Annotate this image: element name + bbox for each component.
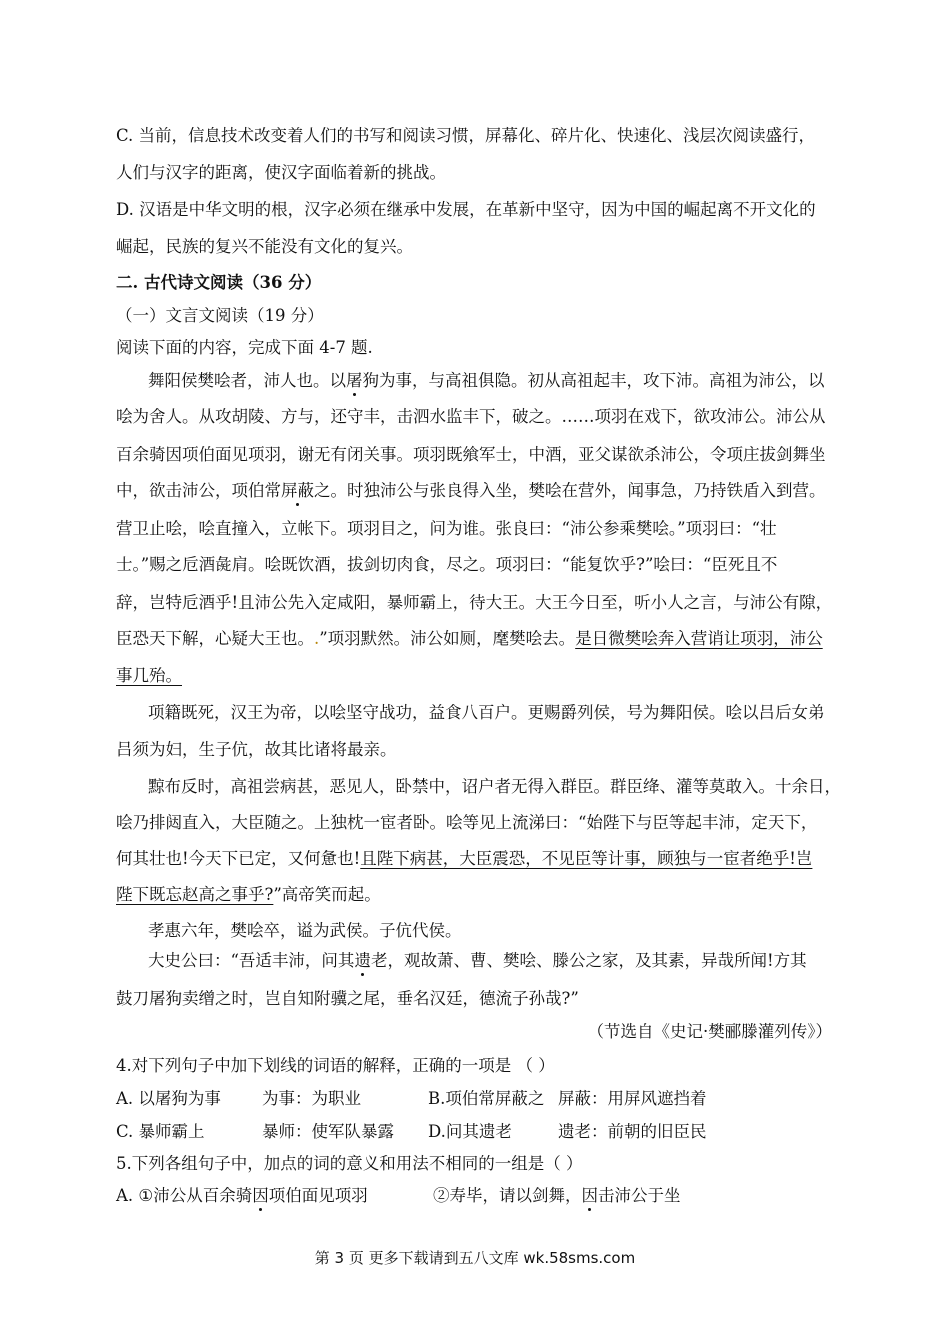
dotted-word: 遗 [354,951,371,970]
option-c-line-1: C. 当前，信息技术改变着人们的书写和阅读习惯，屏幕化、碎片化、快速化、浅层次阅读盛行， [116,126,816,145]
text-span: ”项羽默然。沛公如厕，麾樊哙去。 [319,629,576,648]
q4-option-c-sentence: C. 暴师霸上 [116,1122,205,1141]
passage-line: 辞，岂特卮酒乎!且沛公先入定咸阳，暴师霸上，待大王。大王今日至，听小人之言，与沛公有隙， [116,593,833,612]
passage-line [148,370,825,392]
dot-mark: . [314,629,320,648]
source-citation: （节选自《史记·樊郦滕灌列传》） [587,1022,832,1041]
q4-option-a-sentence: A. 以屠狗为事 [116,1089,221,1108]
page-footer: 第 3 页 更多下载请到五八文库 wk.58sms.com [314,1249,636,1267]
text-span: 之。时独沛公与张良得入坐，樊哙在营外，闻事急，乃持铁盾入到营。 [314,481,826,500]
question-5: 5.下列各组句子中，加点的词的意义和用法不相同的一组是（ ） [116,1154,583,1173]
text-span: 臣恐天下解，心疑大王也。 [116,629,314,648]
underlined-sentence: 陛下既忘赵高之事乎? [116,885,274,904]
q5-option-a-second [433,1185,681,1207]
subsection-heading: （一）文言文阅读（19 分） [116,306,324,325]
underlined-sentence: 且陛下病甚，大臣震恐，不见臣等计事，顾独与一宦者绝乎!岂 [360,849,813,868]
q4-option-c-meaning: 暴师：使军队暴露 [262,1122,394,1141]
text-span: 舞阳侯樊哙者，沛人也。以 [148,371,346,390]
passage-line: 哙为舍人。从攻胡陵、方与，还守丰，击泗水监丰下，破之。……项羽在戏下，欲攻沛公。沛公从 [116,407,826,426]
text-span: A. ①沛公从百余骑 [116,1186,253,1205]
passage-line: 营卫止哙，哙直撞入，立帐下。项羽目之，问为谁。张良曰：“沛公参乘樊哙。”项羽曰：“壮 [116,519,777,538]
underlined-sentence: 事几殆。 [116,666,182,685]
q4-option-b-meaning: 屏蔽：用屏风遮挡着 [558,1089,707,1108]
option-d-line-2: 崛起，民族的复兴不能没有文化的复兴。 [116,237,413,256]
dotted-word: 因 [252,1186,269,1205]
dotted-word: 屠 [346,371,363,390]
text-span: ”高帝笑而起。 [273,885,381,904]
q5-option-a-first [116,1185,368,1207]
text-span: 狗为事，与高祖俱隐。初从高祖起丰，攻下沛。高祖为沛公，以 [362,371,825,390]
instruction: 阅读下面的内容，完成下面 4-7 题. [116,338,373,357]
passage-line [148,950,807,972]
text-span: 中，欲击沛公，项伯常 [116,481,281,500]
passage-line [116,884,381,906]
q4-option-d-sentence: D.问其遗老 [428,1122,512,1141]
dotted-word: 屏蔽 [281,481,314,500]
passage-line: 百余骑因项伯面见项羽，谢无有闭关事。项羽既飨军士，中酒，亚父谋欲杀沛公，令项庄拔剑舞坐 [116,445,826,464]
text-span: 老，观故萧、曹、樊哙、滕公之家，及其素，异哉所闻!方其 [370,951,807,970]
option-d-line-1: D. 汉语是中华文明的根，汉字必须在继承中发展，在革新中坚守，因为中国的崛起离不开文化的 [116,200,816,219]
underlined-sentence: 是日微樊哙奔入营诮让项羽，沛公 [575,629,823,648]
option-c-line-2: 人们与汉字的距离，使汉字面临着新的挑战。 [116,163,446,182]
passage-line: 鼓刀屠狗卖缯之时，岂自知附骥之尾，垂名汉廷，德流子孙哉?” [116,989,579,1008]
text-span: 大史公曰：“吾适丰沛，问其 [148,951,355,970]
section-heading: 二. 古代诗文阅读（36 分） [116,273,322,292]
q4-option-d-meaning: 遗老：前朝的旧臣民 [558,1122,707,1141]
text-span: 击沛公于坐 [598,1186,681,1205]
text-span: ②寿毕，请以剑舞， [433,1186,582,1205]
passage-line: 吕须为妇，生子伉，故其比诸将最亲。 [116,740,397,759]
passage-line: 项籍既死，汉王为帝，以哙坚守战功，益食八百户。更赐爵列侯，号为舞阳侯。哙以吕后女弟 [148,703,825,722]
passage-line: 黥布反时，高祖尝病甚，恶见人，卧禁中，诏户者无得入群臣。群臣绛、灌等莫敢入。十余日， [148,777,841,796]
text-span: 何其壮也!今天下已定，又何惫也! [116,849,361,868]
passage-line [116,848,812,870]
dotted-word: 因 [581,1186,598,1205]
question-4: 4.对下列句子中加下划线的词语的解释，正确的一项是 （ ） [116,1056,555,1075]
passage-line: 士。”赐之卮酒彘肩。哙既饮酒，拔剑切肉食，尽之。项羽曰：“能复饮乎?”哙曰：“臣死且不 [116,555,778,574]
passage-line [116,480,826,502]
q4-option-a-meaning: 为事：为职业 [262,1089,361,1108]
passage-line [116,628,823,650]
passage-line: 孝惠六年，樊哙卒，谥为武侯。子伉代侯。 [148,921,462,940]
text-span: 项伯面见项羽 [268,1186,368,1205]
q4-option-b-sentence: B.项伯常屏蔽之 [428,1089,545,1108]
passage-line: 哙乃排闼直入，大臣随之。上独枕一宦者卧。哙等见上流涕曰：“始陛下与臣等起丰沛，定天下， [116,813,818,832]
